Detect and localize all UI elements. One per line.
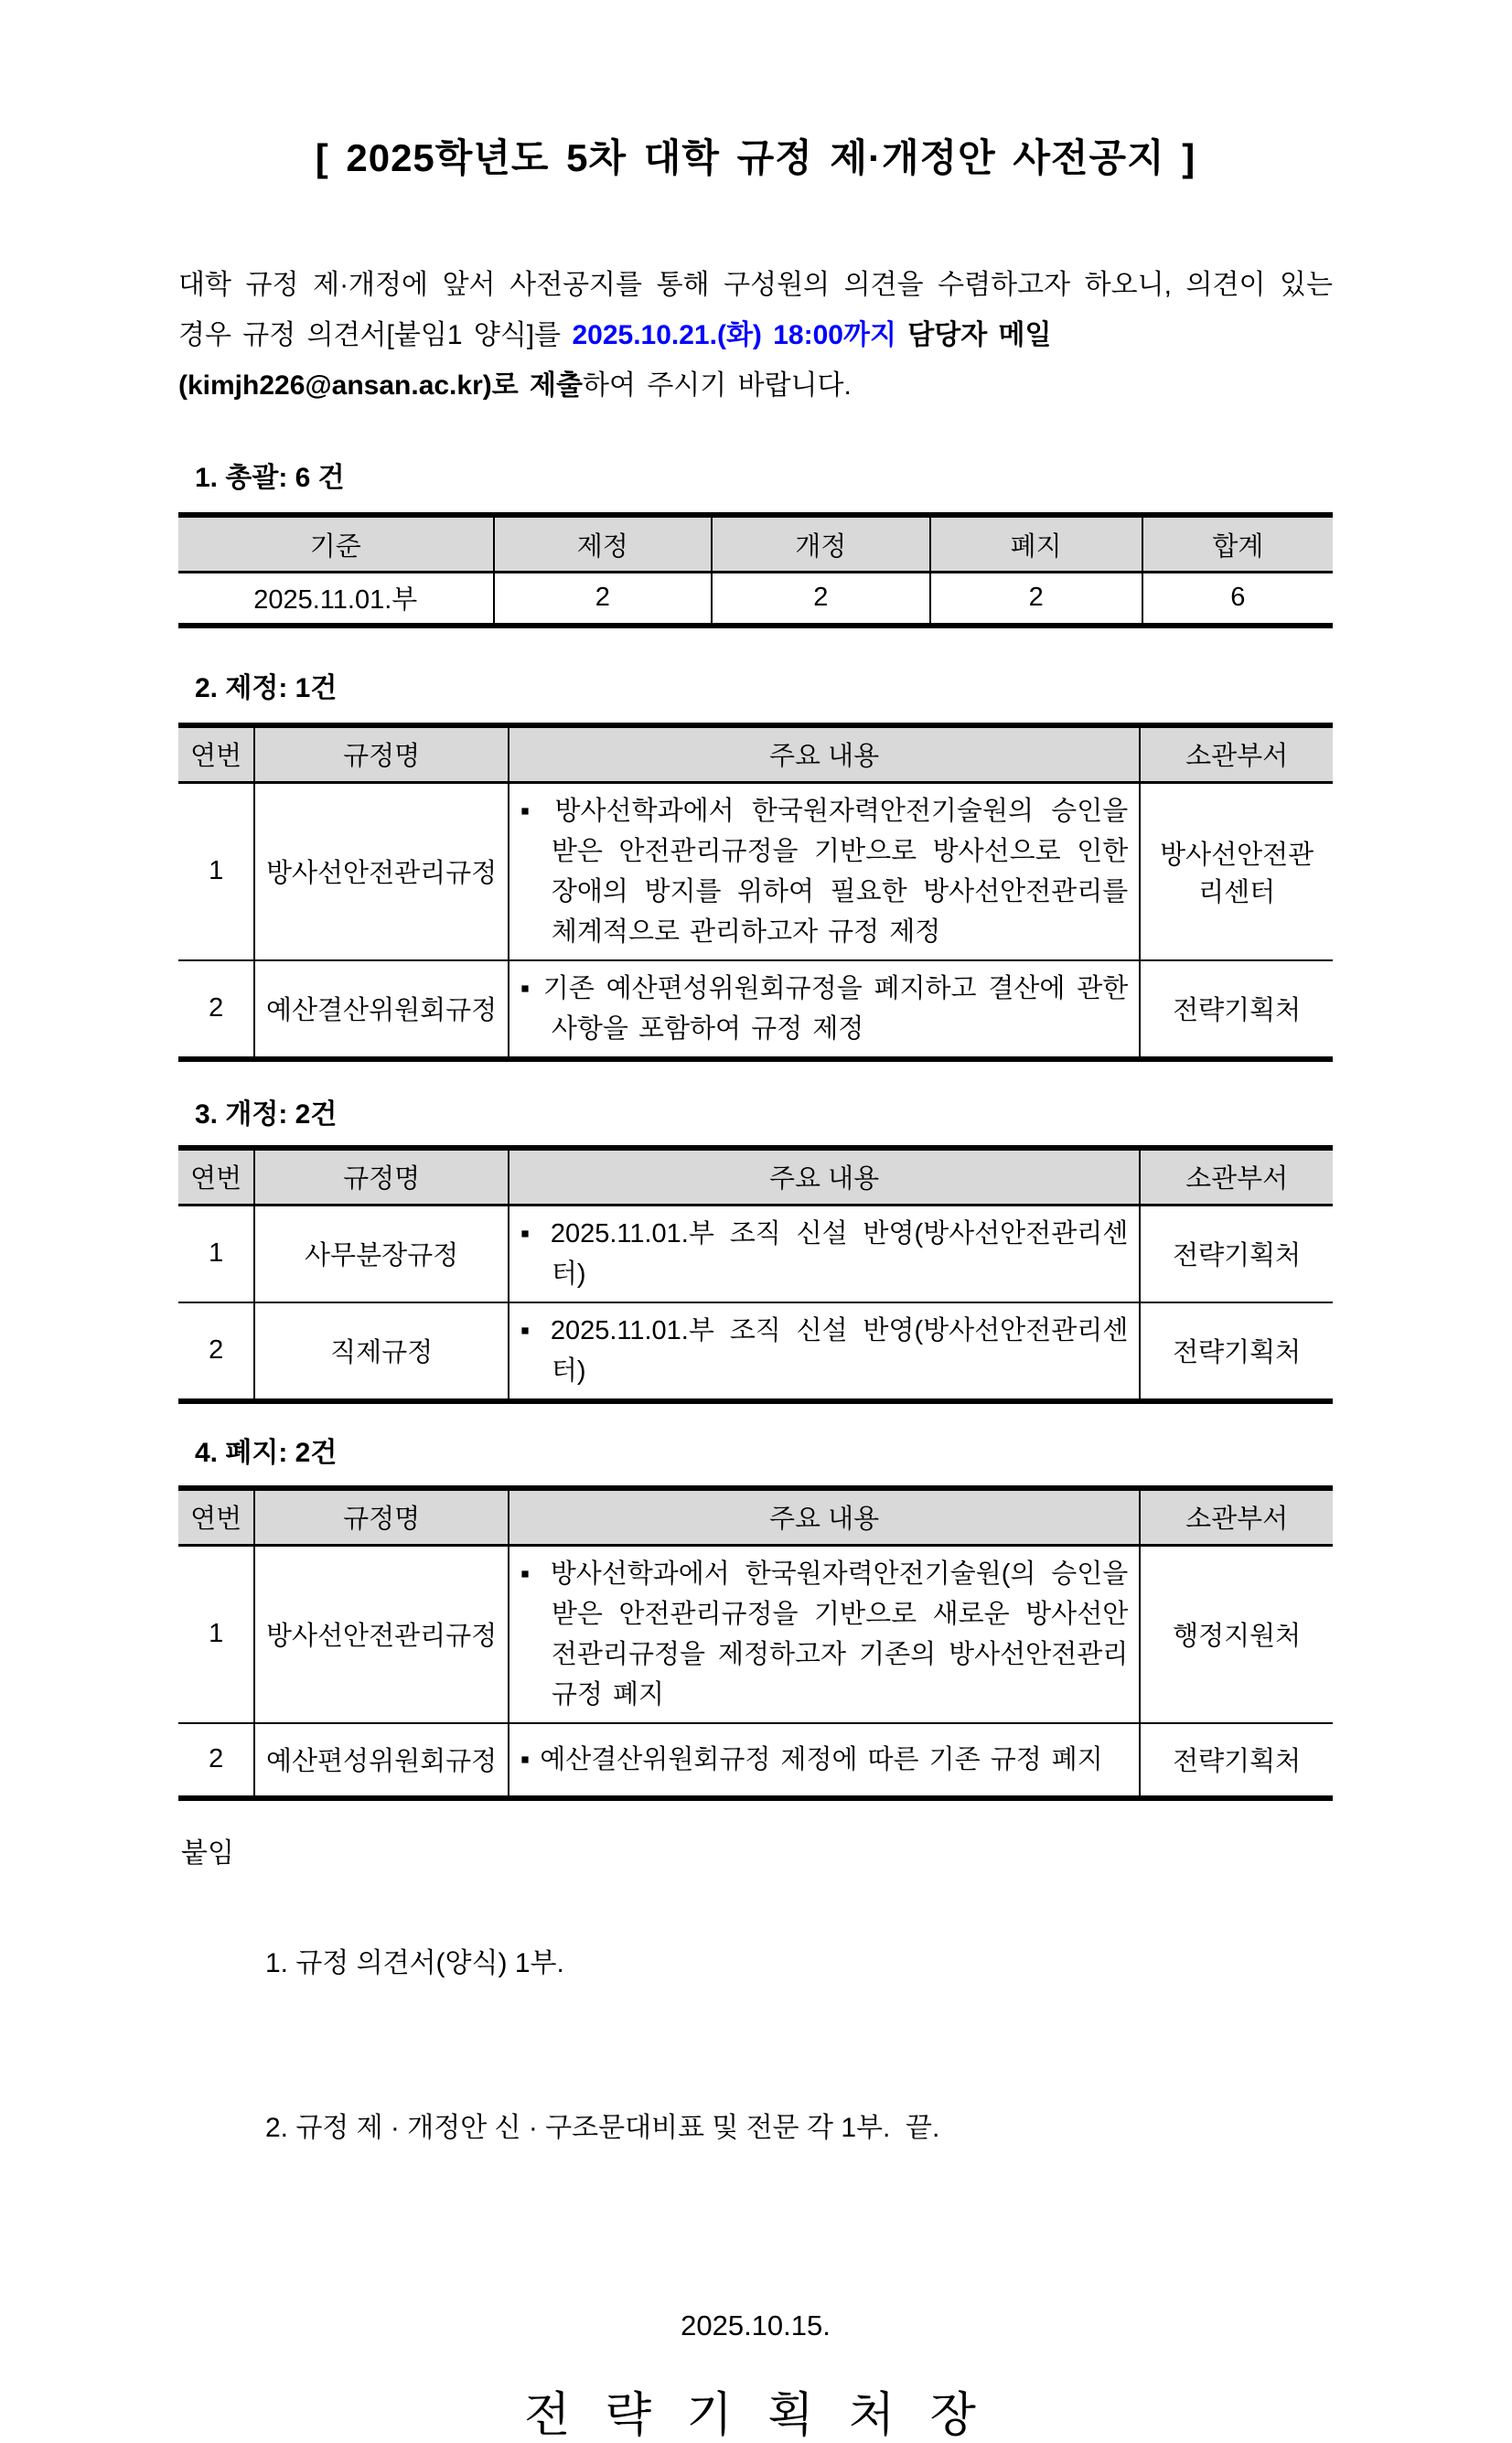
bullet-icon: ▪: [520, 1559, 535, 1589]
cell-name: 직제규정: [254, 1302, 509, 1401]
cell-dept: 전략기획처: [1140, 1205, 1333, 1302]
summary-header-enact: 제정: [494, 515, 713, 573]
attachments-items: [265, 1827, 939, 2266]
section-heading-enact: 2. 제정: 1건: [195, 672, 338, 703]
col-header-content: 주요 내용: [509, 1148, 1140, 1205]
cell-name: 사무분장규정: [254, 1205, 509, 1302]
contact-email-text: (kimjh226@ansan.ac.kr)로 제출: [178, 370, 584, 401]
cell-no: 1: [178, 782, 254, 960]
table-row: [178, 1545, 1333, 1723]
attachment-item-1: 1. 규정 의견서(양식) 1부.: [264, 1947, 564, 1978]
bullet-icon: ▪: [520, 1315, 535, 1345]
attachments-label: 붙임: [181, 1838, 234, 1869]
col-header-no: 연번: [178, 725, 254, 783]
col-header-dept: 소관부서: [1140, 725, 1333, 783]
summary-data-row: [178, 573, 1333, 626]
col-header-name: 규정명: [254, 1148, 509, 1205]
table-row: [178, 1723, 1333, 1798]
table-row: [178, 782, 1333, 960]
cell-dept: 행정지원처: [1140, 1545, 1333, 1723]
page-title: [ 2025학년도 5차 대학 규정 제·개정안 사전공지 ]: [315, 136, 1196, 179]
intro-line-3: [178, 360, 1333, 411]
section-heading-amend: 3. 개정: 2건: [195, 1098, 338, 1130]
col-header-dept: 소관부서: [1140, 1488, 1333, 1546]
abolish-header-row: [178, 1488, 1333, 1546]
cell-content: [509, 1545, 1140, 1723]
cell-content-text: 방사선학과에서 한국원자력안전기술원(의 승인을 받은 안전관리규정을 기반으로 새로운 방사선안전관리규정을 제정하고자 기존의 방사선안전관리규정 폐지: [550, 1559, 1129, 1709]
cell-name: 방사선안전관리규정: [254, 782, 509, 960]
cell-content: [509, 1302, 1140, 1401]
cell-dept: 전략기획처: [1140, 1723, 1333, 1798]
summary-header-total: 합계: [1142, 515, 1333, 573]
deadline-text: 2025.10.21.(화) 18:00까지: [572, 320, 896, 350]
summary-header-amend: 개정: [712, 515, 930, 573]
summary-cell-basis: 2025.11.01.부: [178, 573, 494, 626]
cell-content-text: 방사선학과에서 한국원자력안전기술원의 승인을 받은 안전관리규정을 기반으로 방사선으로 인한 장애의 방지를 위하여 필요한 방사선안전관리를 체계적으로 관리하고자 규정 제정: [551, 796, 1129, 947]
intro-line-1: 대학 규정 제·개정에 앞서 사전공지를 통해 구성원의 의견을 수렴하고자 하오니, 의견이 있는: [178, 270, 1333, 300]
cell-dept: 전략기획처: [1140, 1302, 1333, 1401]
cell-no: 1: [178, 1205, 254, 1302]
intro-paragraph: [178, 260, 1333, 411]
cell-no: 2: [178, 1302, 254, 1401]
summary-cell-amend: 2: [712, 573, 930, 626]
cell-content: [509, 1205, 1140, 1302]
intro-line2-bold: 담당자 메일: [895, 320, 1052, 350]
cell-name: 예산결산위원회규정: [254, 960, 509, 1059]
attachment-item-2: 2. 규정 제 · 개정안 신 · 구조문대비표 및 전문 각 1부. 끝.: [264, 2112, 940, 2143]
cell-content: [509, 1723, 1140, 1798]
abolish-table: [178, 1485, 1333, 1801]
col-header-no: 연번: [178, 1148, 254, 1205]
document-date: 2025.10.15.: [681, 2309, 831, 2341]
bullet-icon: ▪: [520, 796, 538, 826]
cell-name: 예산편성위원회규정: [254, 1723, 509, 1798]
cell-content: [509, 960, 1140, 1059]
cell-no: 2: [178, 1723, 254, 1798]
table-row: [178, 1205, 1333, 1302]
cell-content: [509, 782, 1140, 960]
summary-header-abolish: 폐지: [930, 515, 1142, 573]
signer-title: 전 략 기 획 처 장: [524, 2388, 987, 2442]
table-row: [178, 1302, 1333, 1401]
enact-table: [178, 723, 1333, 1062]
cell-content-text: 2025.11.01.부 조직 신설 반영(방사선안전관리센터): [550, 1315, 1129, 1386]
col-header-dept: 소관부서: [1140, 1148, 1333, 1205]
summary-table: [178, 512, 1333, 628]
intro-line3-rest: 하여 주시기 바랍니다.: [583, 370, 852, 401]
section-heading-summary: 1. 총괄: 6 건: [195, 463, 345, 493]
intro-line-2: [178, 310, 1333, 360]
cell-content-text: 예산결산위원회규정 제정에 따른 기존 규정 폐지: [540, 1744, 1103, 1774]
attachments-block: [178, 1827, 1333, 2266]
cell-dept: 방사선안전관리센터: [1140, 782, 1333, 960]
summary-cell-abolish: 2: [930, 573, 1142, 626]
col-header-name: 규정명: [254, 1488, 509, 1546]
col-header-content: 주요 내용: [509, 725, 1140, 783]
amend-table: [178, 1145, 1333, 1404]
intro-line2-text: 경우 규정 의견서[붙임1 양식]를: [178, 320, 573, 350]
col-header-content: 주요 내용: [509, 1488, 1140, 1546]
section-heading-abolish: 4. 폐지: 2건: [195, 1437, 338, 1468]
bullet-icon: ▪: [520, 1218, 535, 1248]
cell-no: 2: [178, 960, 254, 1059]
summary-header-basis: 기준: [178, 515, 494, 573]
cell-name: 방사선안전관리규정: [254, 1545, 509, 1723]
cell-content-text: 2025.11.01.부 조직 신설 반영(방사선안전관리센터): [550, 1218, 1129, 1289]
cell-no: 1: [178, 1545, 254, 1723]
cell-dept: 전략기획처: [1140, 960, 1333, 1059]
summary-cell-enact: 2: [494, 573, 713, 626]
cell-content-text: 기존 예산편성위원회규정을 폐지하고 결산에 관한 사항을 포함하여 규정 제정: [542, 973, 1129, 1044]
col-header-no: 연번: [178, 1488, 254, 1546]
amend-header-row: [178, 1148, 1333, 1205]
summary-cell-total: 6: [1142, 573, 1333, 626]
table-row: [178, 960, 1333, 1059]
col-header-name: 규정명: [254, 725, 509, 783]
bullet-icon: ▪: [520, 973, 531, 1003]
summary-header-row: [178, 515, 1333, 573]
enact-header-row: [178, 725, 1333, 783]
bullet-icon: ▪: [520, 1744, 531, 1774]
